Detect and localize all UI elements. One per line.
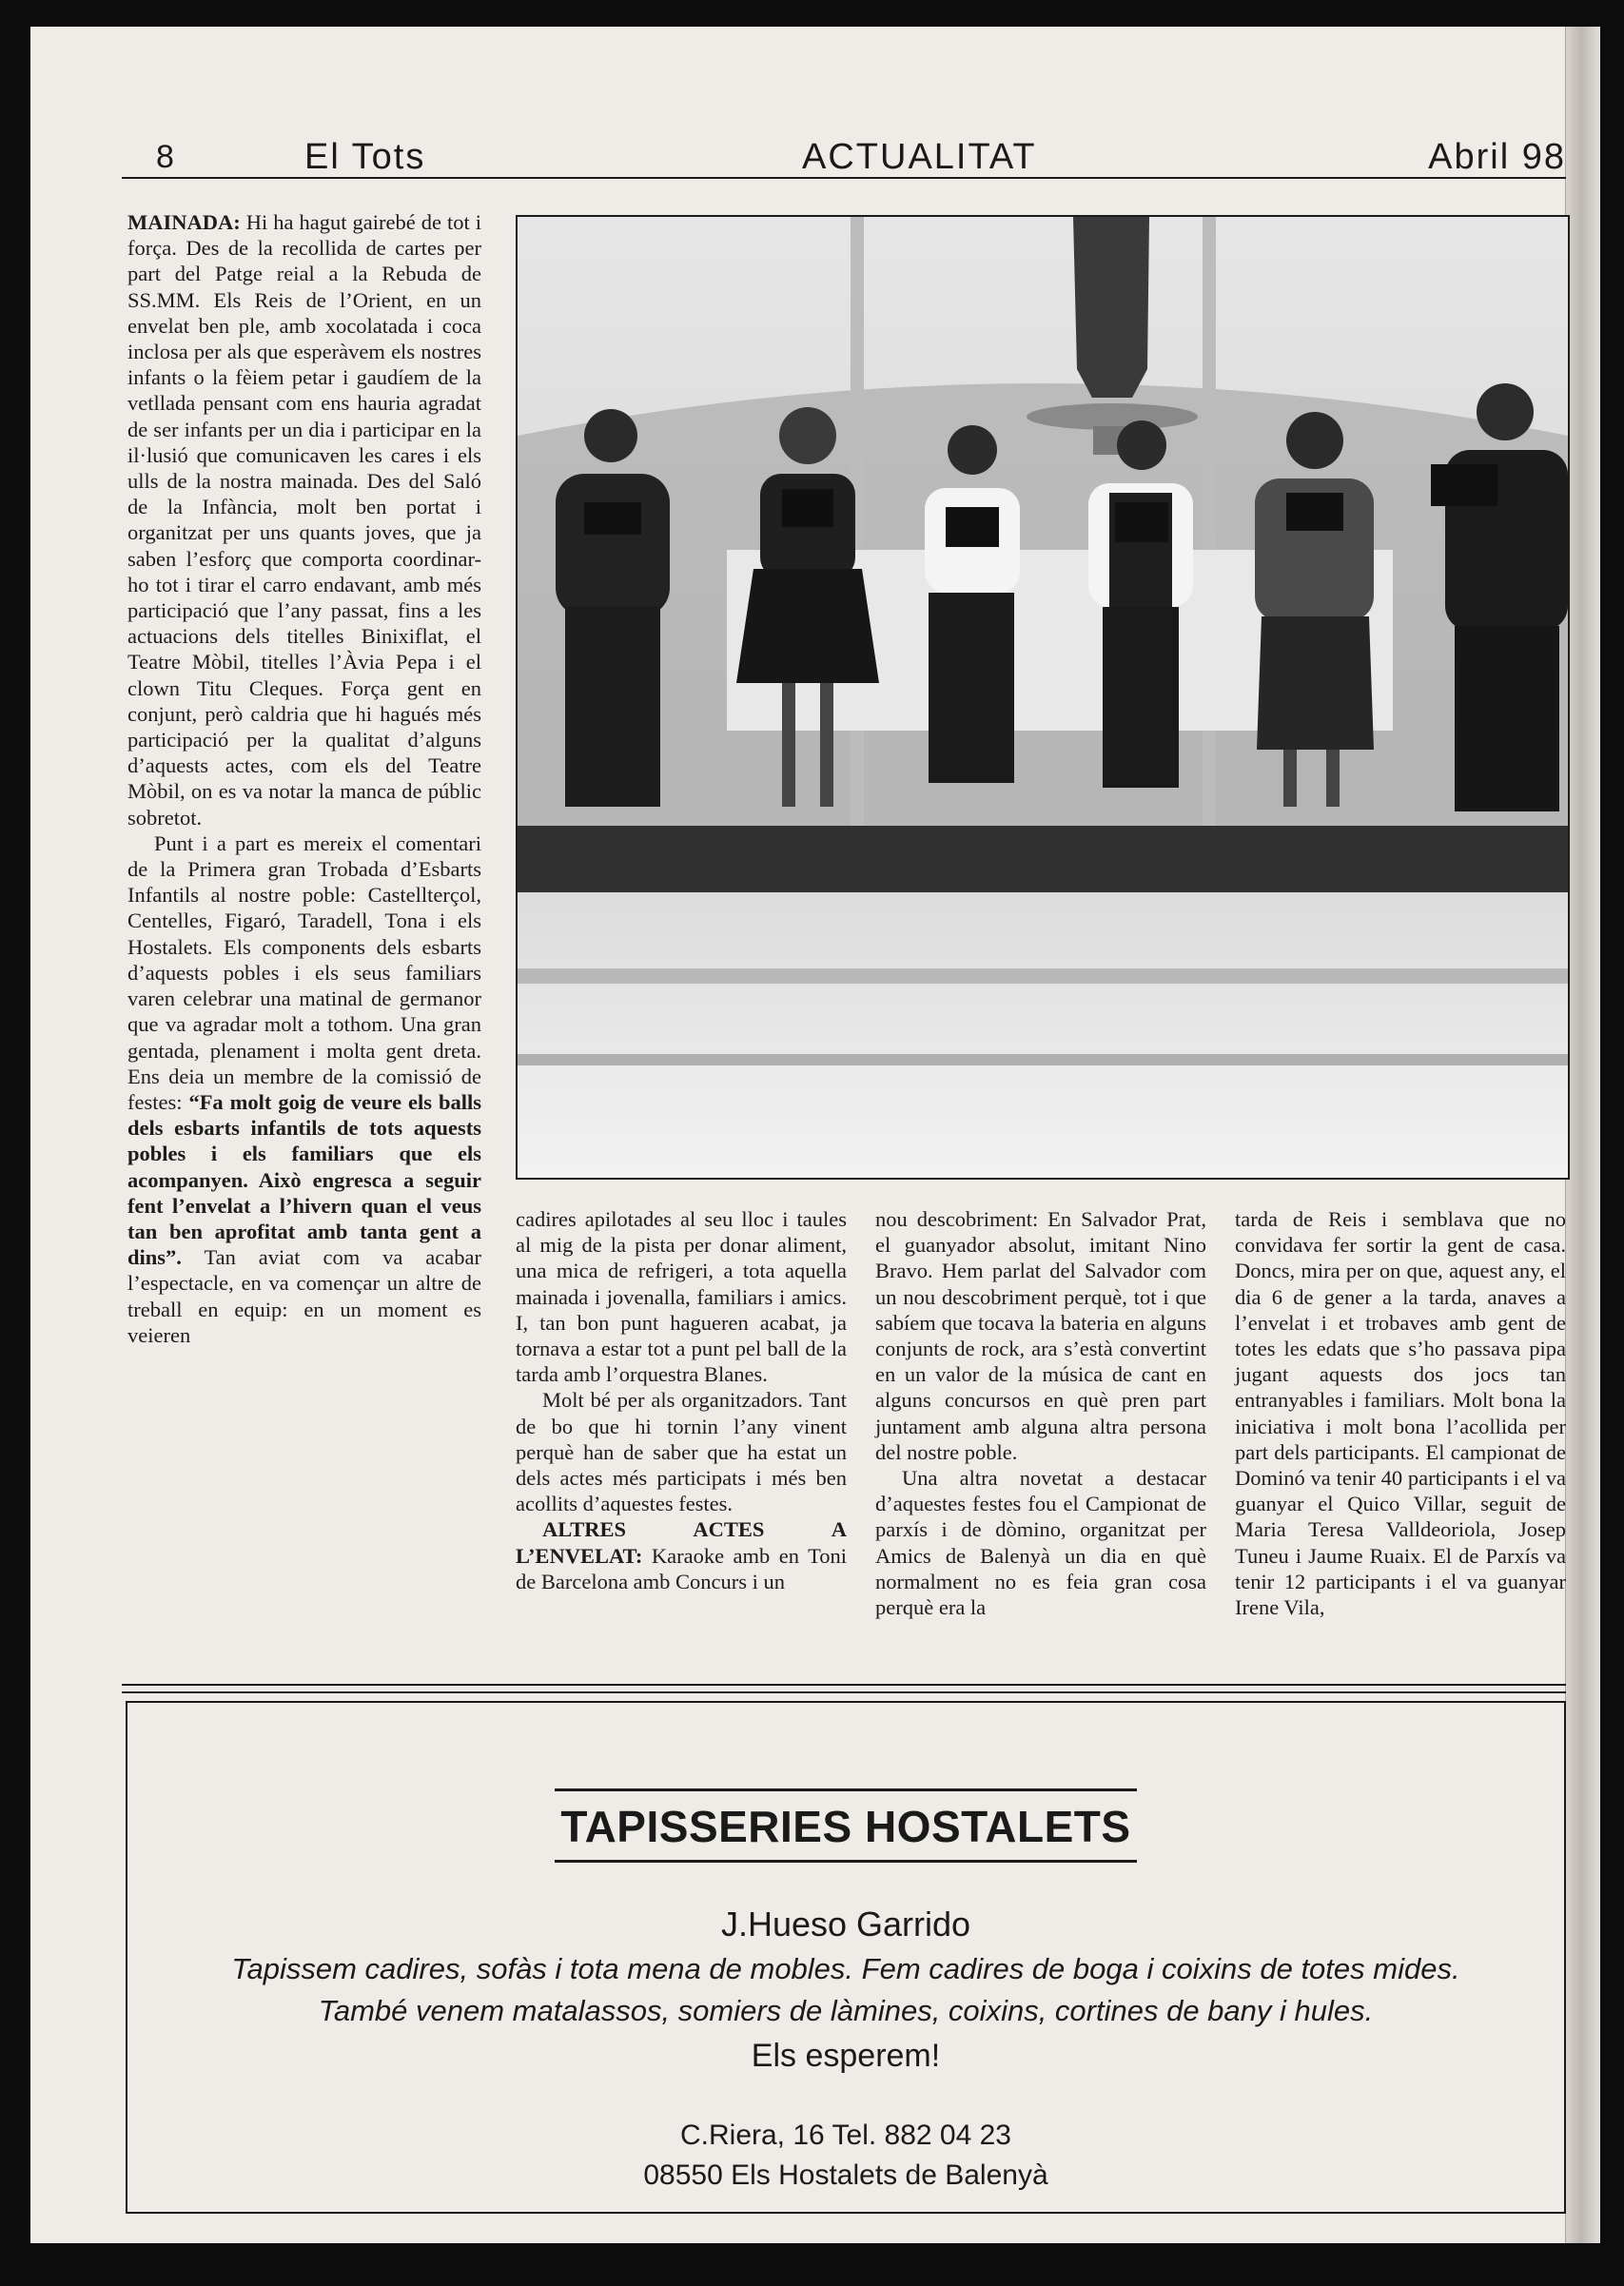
ad-title-text: TAPISSERIES HOSTALETS (555, 1788, 1136, 1863)
choir-photo-illustration (518, 217, 1568, 1178)
issue-date: Abril 98 (1428, 137, 1566, 177)
article-column-3 (875, 1206, 1206, 1620)
ad-tagline: Els esperem! (751, 2038, 941, 2074)
section-divider-rule (122, 1684, 1566, 1686)
advertisement-box (126, 1701, 1566, 2214)
article-column-4 (1235, 1206, 1566, 1620)
ad-address: C.Riera, 16 Tel. 882 04 23 (679, 2120, 1011, 2151)
paragraph-lead: MAINADA: (127, 210, 241, 234)
article-paragraph: nou descobriment: En Salvador Prat, el guanyador absolut, imitant Nino Bravo. Hem parlat del Salvador com un nou descobriment perquè, tot i que sabíem que tocava la bateria en alguns conjunts de rock, ara s’està convertint en un valor de la música de cant en alguns concursos en què pren part juntament amb alguna altra persona del nostre poble. (875, 1207, 1206, 1464)
pull-quote: “Fa molt goig de veure els balls dels esbarts infantils de tots aquests pobles i els familiars que els acompanyen. Això engresca a seguir fent l’envelat a l’hivern quan el veus tan ben aprofitat amb tanta gent a dins”. (127, 1089, 481, 1270)
section-divider-rule (122, 1691, 1566, 1693)
page-number: 8 (156, 139, 176, 175)
article-paragraph: cadires apilotades al seu lloc i taules al mig de la pista per donar aliment, una mica de refrigeri, a tota aquella mainada i jovenalla, familiars i amics. I, tan bon punt hagueren acabat, ja tornava a estar tot a punt pel ball de la tarda amb l’orquestra Blanes. (516, 1207, 847, 1387)
article-paragraph: Punt i a part es mereix el comentari de la Primera gran Trobada d’Esbarts Infantils al nostre poble: Castellterçol, Centelles, Figaró, Taradell, Tona i els Hostalets. Els components dels esbarts d’aquests pobles i els seus familiars varen celebrar una matinal de germanor que va agradar molt a tothom. Una gran gentada, plenament i molta gent dreta. Ens deia un membre de la comissió de festes: “Fa molt goig de veure els balls dels esbarts infantils de tots aquests pobles i els familiars que els acompanyen. Això engresca a seguir fent l’envelat a l’hivern quan el veus tan ben aprofitat amb tanta gent a dins”. Tan aviat com va acabar l’espectacle, en va començar un altre de treball en equip: en un moment es veieren (127, 830, 481, 1347)
magazine-page (30, 27, 1600, 2243)
article-paragraph: Molt bé per als organitzadors. Tant de bo que hi tornin l’any vinent perquè han de saber que ha estat un dels actes més participats i més ben acollits d’aquestes festes. (516, 1388, 847, 1516)
article-paragraph: MAINADA: Hi ha hagut gairebé de tot i força. Des de la recollida de cartes per part del Patge reial a la Rebuda de SS.MM. Els Reis de l’Orient, en un envelat ben ple, amb xocolatada i coca inclosa per als que esperàvem els nostres infants o la fèiem petar i gaudíem de la vetllada pensant com ens hauria agradat de ser infants per un dia i participar en la il·lusió que comunicaven les cares i els ulls de la nostra mainada. Des del Saló de la Infància, molt ben portat i organitzat per uns quants joves, que ja saben l’esforç que comporta coordinar-ho tot i tirar el carro endavant, amb més participació que l’any passat, fins a les actuacions dels titelles Binixiflat, el Teatre Mòbil, titelles l’Àvia Pepa i el clown Titu Cleques. Força gent en conjunt, però caldria que hi hagués més participació per la qualitat d’alguns d’aquests actes, com els del Teatre Mòbil, on es va notar la manca de públic sobretot. (127, 210, 481, 830)
magazine-name: El Tots (304, 137, 426, 177)
page-header (122, 110, 1566, 179)
article-photo (516, 215, 1570, 1180)
page-spine-shadow (1565, 27, 1600, 2243)
article-paragraph: ALTRES ACTES A L’ENVELAT: Karaoke amb en Toni de Barcelona amb Concurs i un (516, 1517, 847, 1593)
ad-owner: J.Hueso Garrido (720, 1905, 971, 1944)
ad-city: 08550 Els Hostalets de Balenyà (643, 2159, 1048, 2191)
article-column-1 (127, 209, 481, 1348)
ad-services-line: També venem matalassos, somiers de làmines, coixins, cortines de bany i hules. (318, 1994, 1374, 2027)
paragraph-lead: ALTRES ACTES A L’ENVELAT: (516, 1517, 847, 1568)
article-paragraph: tarda de Reis i semblava que no convidava fer sortir la gent de casa. Doncs, mira per on que, aquest any, el dia 6 de gener a la tarda, anaves a l’envelat i et trobaves amb gent de totes les edats que s’ho passava pipa jugant aquests dos jocs tan entranyables i familiars. Molt bona la iniciativa i molt bona l’acollida per part dels participants. El campionat de Dominó va tenir 40 participants i el va guanyar el Quico Villar, seguit de Maria Teresa Valldeoriola, Josep Tuneu i Jaume Ruaix. El de Parxís va tenir 12 participants i el va guanyar Irene Vila, (1235, 1207, 1566, 1620)
article-paragraph: Una altra novetat a destacar d’aquestes festes fou el Campionat de parxís i de dòmino, organitzat per Amics de Balenyà un dia en què normalment no es feia gran cosa perquè era la (875, 1466, 1206, 1620)
article-column-2 (516, 1206, 847, 1594)
ad-title (127, 1788, 1564, 1863)
ad-services-line: Tapissem cadires, sofàs i tota mena de mobles. Fem cadires de boga i coixins de totes mides. (231, 1952, 1460, 1985)
section-title: ACTUALITAT (802, 137, 1037, 177)
